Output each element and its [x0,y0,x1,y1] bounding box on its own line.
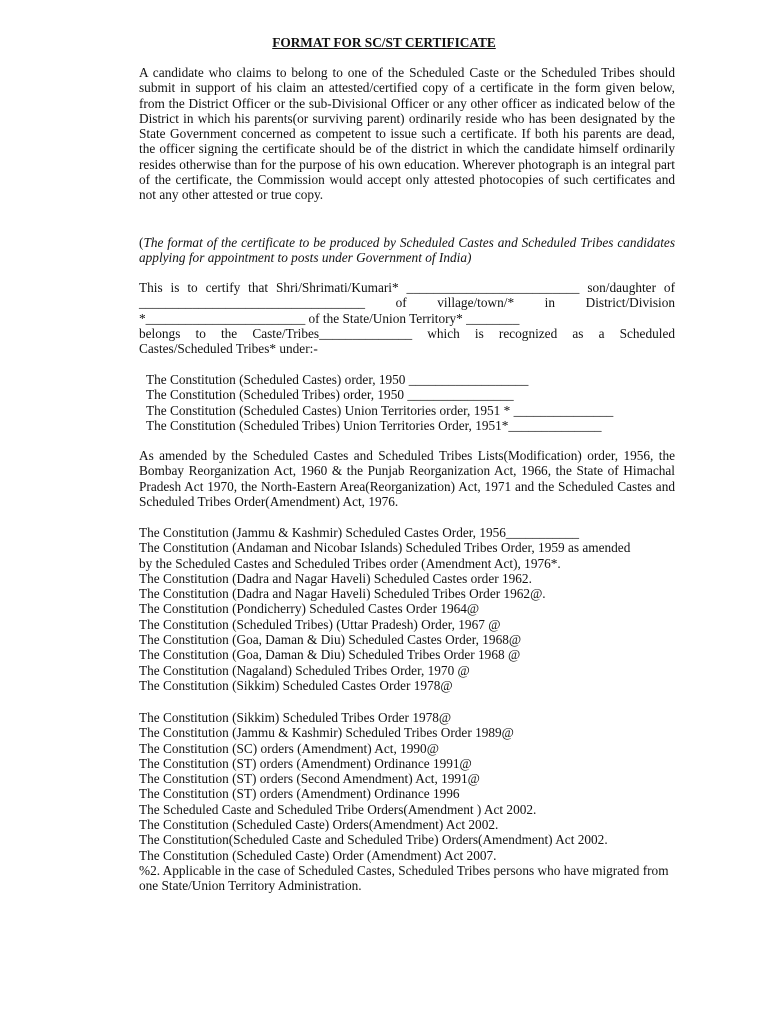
order-line: The Constitution (Scheduled Castes) order, 1950 __________________ [146,372,529,387]
order-line: The Constitution (ST) orders (Amendment) Ordinance 1991@ [139,755,472,771]
certify-line: *________________________ of the State/Union Territory* ________ [139,310,520,326]
order-line: The Scheduled Caste and Scheduled Tribe Orders(Amendment ) Act 2002. [139,801,537,817]
order-line: The Constitution(Scheduled Caste and Scheduled Tribe) Orders(Amendment) Act 2002. [139,832,608,848]
order-line: The Constitution (Scheduled Caste) Order (Amendment) Act 2007. [139,847,497,863]
order-line: The Constitution (Scheduled Castes) Union Territories order, 1951 * _______________ [146,402,614,418]
order-line: The Constitution (Scheduled Tribes) Union Territories Order, 1951*______________ [146,417,602,433]
certify-line: This is to certify that Shri/Shrimati/Kumari* __________________________ son/daughter of [139,280,675,295]
order-line: The Constitution (ST) orders (Amendment) Ordinance 1996 [139,786,460,802]
orders-1950-list [139,372,682,433]
orders-list-2 [139,525,675,693]
order-line: The Constitution (Dadra and Nagar Haveli) Scheduled Tribes Order 1962@. [139,586,546,602]
order-line: The Constitution (ST) orders (Second Amendment) Act, 1991@ [139,771,480,787]
order-line: The Constitution (Dadra and Nagar Haveli) Scheduled Castes order 1962. [139,570,532,586]
order-line: The Constitution (Andaman and Nicobar Islands) Scheduled Tribes Order, 1959 as amended [139,540,631,556]
order-line: The Constitution (Goa, Daman & Diu) Scheduled Tribes Order 1968 @ [139,647,521,663]
order-line: The Constitution (Sikkim) Scheduled Tribes Order 1978@ [139,710,452,725]
order-line: The Constitution (Scheduled Tribes) order, 1950 ________________ [146,387,514,403]
format-note [139,235,675,266]
order-line: The Constitution (SC) orders (Amendment) Act, 1990@ [139,740,439,756]
orders-list-3 [139,710,675,894]
certify-line: Castes/Scheduled Tribes* under:- [139,341,318,357]
footnote: %2. Applicable in the case of Scheduled Castes, Scheduled Tribes persons who have migrated from one State/Union Territory Administration. [139,862,669,894]
certify-line: belongs to the Caste/Tribes______________ which is recognized as a Scheduled [139,325,675,341]
page-title: FORMAT FOR SC/ST CERTIFICATE [272,35,496,50]
order-line: The Constitution (Scheduled Tribes) (Uttar Pradesh) Order, 1967 @ [139,616,501,632]
order-line: The Constitution (Nagaland) Scheduled Tribes Order, 1970 @ [139,662,470,678]
order-line: The Constitution (Sikkim) Scheduled Castes Order 1978@ [139,677,453,693]
order-line: The Constitution (Jammu & Kashmir) Scheduled Tribes Order 1989@ [139,725,514,741]
order-line: by the Scheduled Castes and Scheduled Tribes order (Amendment Act), 1976*. [139,555,561,571]
format-note-open: ( [139,235,144,250]
certify-section [139,280,675,356]
order-line: The Constitution (Jammu & Kashmir) Scheduled Castes Order, 1956___________ [139,525,580,540]
order-line: The Constitution (Goa, Daman & Diu) Scheduled Castes Order, 1968@ [139,632,522,648]
certify-line: __________________________________ of village/town/* in District/Division [139,295,675,311]
order-line: The Constitution (Pondicherry) Scheduled Castes Order 1964@ [139,601,480,617]
format-note-text: The format of the certificate to be produced by Scheduled Castes and Scheduled Tribes candidates applying for appointment to posts under Government of India) [139,235,675,266]
amendment-paragraph: As amended by the Scheduled Castes and Scheduled Tribes Lists(Modification) order, 1956, the Bombay Reorganization Act, 1960 & the Punjab Reorganization Act, 1966, the State of Himachal Pradesh Act 1970, the North-Eastern Area(Reorganization) Act, 1971 and the Scheduled Castes and Scheduled Tribes Order(Amendment) Act, 1976. [139,448,675,509]
order-line: The Constitution (Scheduled Caste) Orders(Amendment) Act 2002. [139,817,499,833]
intro-paragraph: A candidate who claims to belong to one of the Scheduled Caste or the Scheduled Tribes should submit in support of his claim an attested/certified copy of a certificate in the form given below, from the District Officer or the sub-Divisional Officer or any other officer as indicated below of the District in which his parents(or surviving parent) ordinarily reside who has been designated by the State Government concerned as competent to issue such a certificate. If both his parents are dead, the officer signing the certificate should be of the district in which the candidate himself ordinarily resides otherwise than for the purpose of his own education. Wherever photograph is an integral part of the certificate, the Commission would accept only attested photocopies of such certificates and not any other attested or true copy. [139,65,675,203]
